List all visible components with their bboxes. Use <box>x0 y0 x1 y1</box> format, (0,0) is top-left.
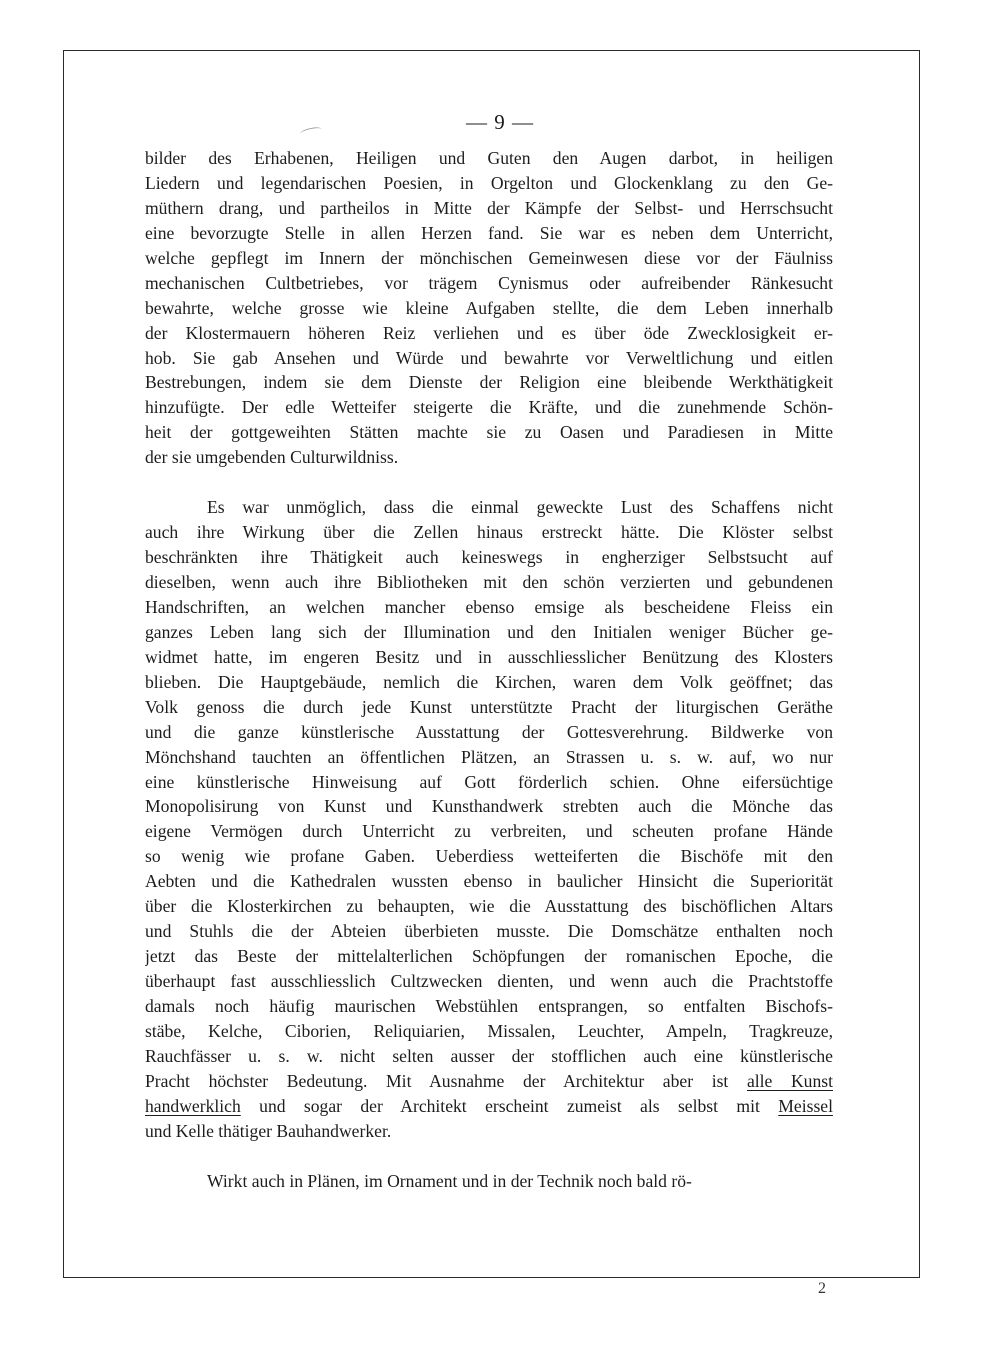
text-segment: und sogar der Architekt erscheint zumeist als selbst mit <box>259 1095 760 1116</box>
text-line: überhaupt fast ausschliesslich Cultzwecken dienten, und wenn auch die Prachtstoffe <box>145 971 833 991</box>
text-line: auch ihre Wirkung über die Zellen hinaus erstreckt hätte. Die Klöster selbst <box>145 522 833 543</box>
text-line: blieben. Die Hauptgebäude, nemlich die Kirchen, waren dem Volk geöffnet; das <box>145 671 833 692</box>
text-line: damals noch häufig maurischen Webstühlen entsprangen, so entfalten Bischofs- <box>145 995 833 1016</box>
text-line: und Stuhls die der Abteien überbieten musste. Die Domschätze enthalten noch <box>145 921 833 942</box>
text-line: Handschriften, an welchen mancher ebenso emsige als bescheidene Fleiss ein <box>145 596 833 617</box>
underlined-phrase: Meissel <box>778 1095 833 1116</box>
text-line: Es war unmöglich, dass die einmal geweckte Lust des Schaffens nicht <box>207 497 833 518</box>
text-line: mechanischen Cultbetriebes, vor trägem Cynismus oder aufreibender Ränkesucht <box>145 272 833 293</box>
text-line: Liedern und legendarischen Poesien, in Orgelton und Glockenklang zu den Ge- <box>145 172 833 193</box>
text-line: Volk genoss die durch jede Kunst unterstützte Pracht der liturgischen Geräthe <box>145 696 833 717</box>
text-line: über die Klosterkirchen zu behaupten, wie die Ausstattung des bischöflichen Altars <box>145 896 833 917</box>
text-line: ganzes Leben lang sich der Illumination und den Initialen weniger Bücher ge- <box>145 621 833 642</box>
text-line: der Klostermauern höheren Reiz verliehen und es über öde Zwecklosigkeit er- <box>145 322 833 343</box>
text-line: hinzufügte. Der edle Wetteifer steigerte die Kräfte, und die zunehmende Schön- <box>145 397 833 418</box>
page-number: — 9 — <box>466 110 534 134</box>
text-line: Bestrebungen, indem sie dem Dienste der Religion eine bleibende Werkthätigkeit <box>145 372 833 393</box>
text-line: so wenig wie profane Gaben. Ueberdiess wetteiferten die Bischöfe mit den <box>145 846 833 867</box>
text-line: Aebten und die Kathedralen wussten ebenso in baulicher Hinsicht die Superiorität <box>145 871 833 892</box>
text-line: widmet hatte, im engeren Besitz und in ausschliesslicher Benützung des Klosters <box>145 646 833 667</box>
text-line: und die ganze künstlerische Ausstattung der Gottesverehrung. Bildwerke von <box>145 721 833 742</box>
body-text <box>145 146 833 1194</box>
text-line <box>145 1069 833 1094</box>
text-line: welche gepflegt im Innern der mönchischen Gemeinwesen diese vor der Fäulniss <box>145 247 833 268</box>
corner-mark: 2 <box>818 1280 826 1297</box>
text-line: müthern drang, und partheilos in Mitte der Kämpfe der Selbst- und Herrschsucht <box>145 197 833 218</box>
text-line: hob. Sie gab Ansehen und Würde und bewahrte vor Verweltlichung und eitlen <box>145 347 833 368</box>
text-line: beschränkten ihre Thätigkeit auch keineswegs in engherziger Selbstsucht auf <box>145 547 833 568</box>
text-line: bilder des Erhabenen, Heiligen und Guten den Augen darbot, in heiligen <box>145 148 833 168</box>
text-line: jetzt das Beste der mittelalterlichen Schöpfungen der romanischen Epoche, die <box>145 946 833 967</box>
text-line: und Kelle thätiger Bauhandwerker. <box>145 1120 392 1141</box>
text-line: dieselben, wenn auch ihre Bibliotheken mit den schön verzierten und gebundenen <box>145 572 833 592</box>
underlined-phrase: alle Kunst <box>746 1070 833 1091</box>
text-line: Wirkt auch in Plänen, im Ornament und in der Technik noch bald rö- <box>207 1170 692 1191</box>
text-line: eine bevorzugte Stelle in allen Herzen fand. Sie war es neben dem Unterricht, <box>145 222 833 243</box>
text-line: eine künstlerische Hinweisung auf Gott förderlich schien. Ohne eifersüchtige <box>145 771 833 792</box>
text-line <box>145 1094 833 1119</box>
text-line: Mönchshand tauchten an öffentlichen Plätzen, an Strassen u. s. w. auf, wo nur <box>145 746 833 767</box>
text-line: heit der gottgeweihten Stätten machte sie zu Oasen und Paradiesen in Mitte <box>145 422 833 443</box>
text-line: Rauchfässer u. s. w. nicht selten ausser der stofflichen auch eine künstlerische <box>145 1045 833 1066</box>
text-line: stäbe, Kelche, Ciborien, Reliquiarien, Missalen, Leuchter, Ampeln, Tragkreuze, <box>145 1020 833 1041</box>
text-line: der sie umgebenden Culturwildniss. <box>145 447 399 468</box>
text-segment: Pracht höchster Bedeutung. Mit Ausnahme der Architektur aber ist <box>145 1070 729 1091</box>
text-line: bewahrte, welche grosse wie kleine Aufgaben stellte, die dem Leben innerhalb <box>145 297 833 318</box>
text-line: eigene Vermögen durch Unterricht zu verbreiten, und scheuten profane Hände <box>145 821 833 842</box>
underlined-phrase: handwerklich <box>145 1095 241 1116</box>
text-line: Monopolisirung von Kunst und Kunsthandwerk strebten auch die Mönche das <box>145 796 833 817</box>
